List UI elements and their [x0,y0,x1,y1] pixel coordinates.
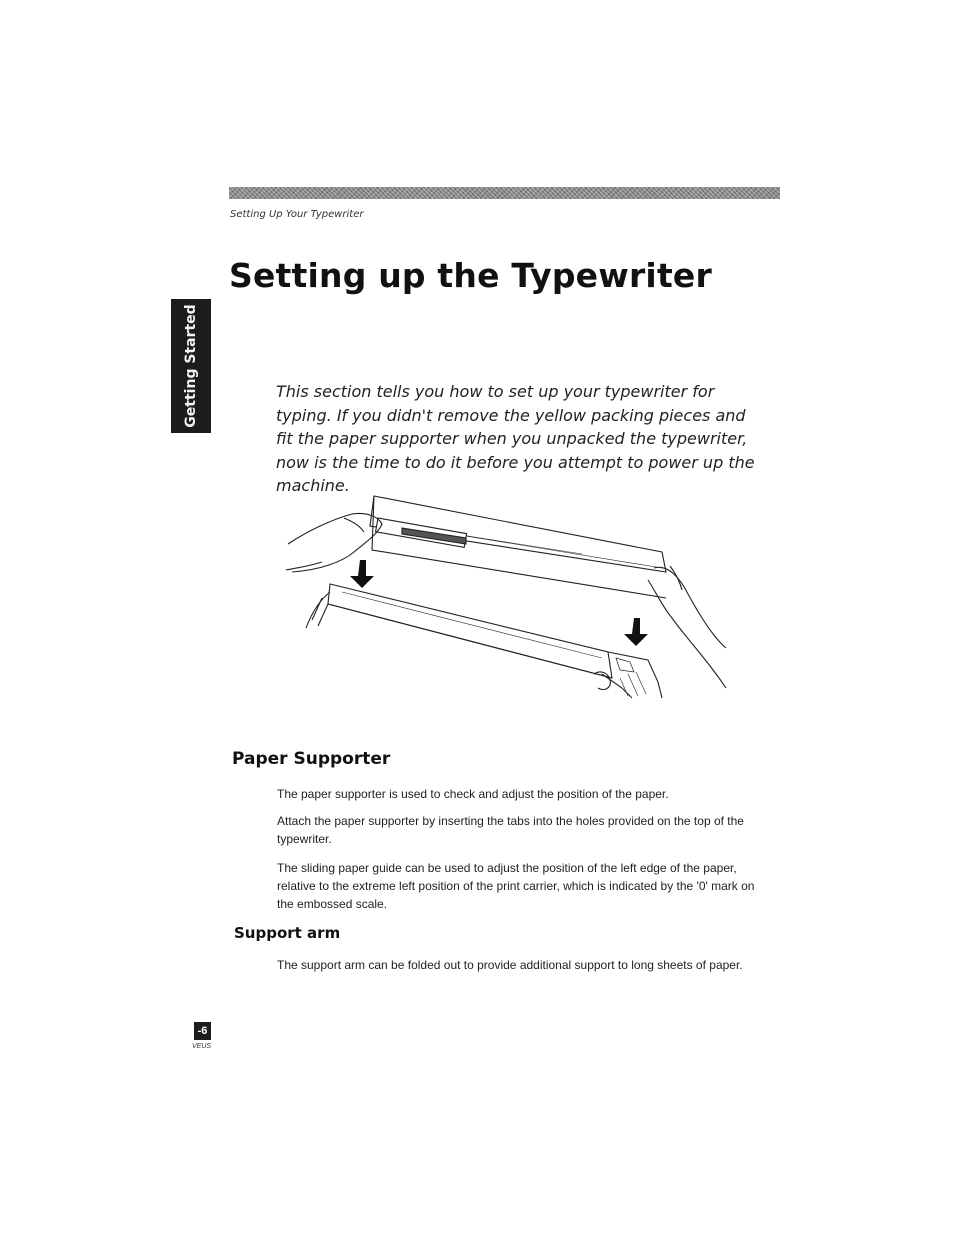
paragraph: The sliding paper guide can be used to adjust the position of the left edge of the paper, relative to the extreme left position of the print carrier, which is indicated by the '0' mark on the embossed scale. [277,861,755,911]
header-rule [229,187,780,199]
page-title: Setting up the Typewriter [229,256,712,295]
paragraph: Attach the paper supporter by inserting the tabs into the holes provided on the top of the typewriter. [277,814,744,846]
typewriter-top [328,584,612,678]
paper-supporter-illustration [282,488,732,698]
down-arrow-right [624,618,648,646]
down-arrow-left [350,560,374,588]
left-hand [288,513,382,572]
section-heading-support-arm: Support arm [234,924,341,942]
intro-paragraph: This section tells you how to set up your typewriter for typing. If you didn't remove the yellow packing pieces and fit the paper supporter when you unpacked the typewriter, now is the time to do it before you attempt to power up the machine. [276,382,755,495]
paragraph: The paper supporter is used to check and adjust the position of the paper. [277,787,669,801]
side-tab-label: Getting Started [183,304,199,428]
section-heading-paper-supporter: Paper Supporter [232,749,391,769]
page-code: VEUS [192,1043,212,1050]
paragraph: The support arm can be folded out to provide additional support to long sheets of paper. [277,958,743,972]
page-number-badge: -6 [194,1022,211,1040]
side-tab [171,299,211,433]
running-header: Setting Up Your Typewriter [230,209,364,220]
